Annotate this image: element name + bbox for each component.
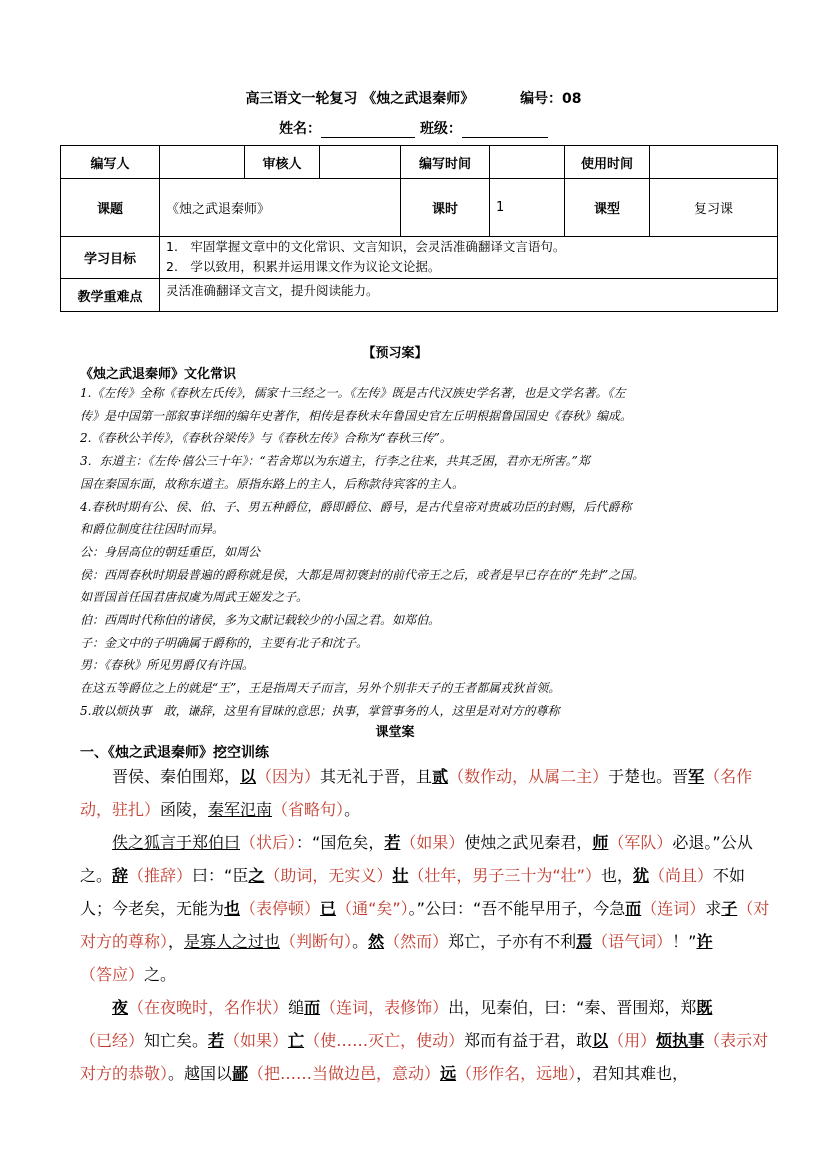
key-value: 灵活准确翻译文言文，提升阅读能力。 (160, 279, 778, 312)
passage-text: 曰：“臣 (192, 866, 249, 885)
write-time-label: 编写时间 (401, 146, 490, 179)
passage-paragraph-2 (80, 826, 770, 991)
annotation: （因为） (256, 767, 321, 786)
annotation: （状后） (240, 833, 297, 852)
keyword: 犹 (633, 866, 650, 885)
passage-text: 也， (600, 866, 633, 885)
keyword: 亡 (288, 1031, 305, 1050)
keyword: 夜 (112, 998, 129, 1017)
editor-label: 编写人 (61, 146, 160, 179)
passage-text: 知亡矣。 (144, 1031, 209, 1050)
annotation: （形作名，远地） (456, 1064, 577, 1083)
note-line: 如晋国首任国君唐叔虞为周武王姬发之子。 (80, 590, 309, 605)
topic-value: 《烛之武退秦师》 (160, 179, 401, 237)
section1-heading: 一、《烛之武退秦师》挖空训练 (80, 745, 269, 761)
passage (80, 760, 770, 1090)
keyword: 然 (368, 932, 385, 951)
period-value: 1 (490, 179, 565, 237)
passage-text (80, 998, 112, 1017)
annotation: （数作动，从属二主） (448, 767, 609, 786)
keyword: 师 (592, 833, 609, 852)
keyword: 焉 (576, 932, 593, 951)
passage-text: 之。 (144, 965, 177, 984)
passage-text: 郑亡，子亦有不利 (448, 932, 577, 951)
keyword: 若 (208, 1031, 225, 1050)
class-field[interactable] (462, 137, 548, 138)
keyword: 以 (592, 1031, 609, 1050)
editor-value (160, 146, 245, 179)
keyword: 辞 (112, 866, 129, 885)
keyword: 壮 (392, 866, 409, 885)
preview-subheading: 《烛之武退秦师》文化常识 (80, 367, 237, 382)
keyword: 鄙 (232, 1064, 249, 1083)
keyword: 秦军氾南 (208, 800, 273, 819)
keyword: 而 (304, 998, 321, 1017)
passage-text: ， (168, 932, 185, 951)
passage-text: 。 (352, 932, 369, 951)
name-field[interactable] (321, 137, 415, 138)
passage-text: ，君知其难也， (576, 1064, 689, 1083)
keyword: 而 (625, 899, 642, 918)
type-label: 课型 (565, 179, 650, 237)
passage-text: 使烛之武见秦君， (464, 833, 593, 852)
name-class-row (0, 118, 827, 138)
annotation: （名作动，驻扎） (80, 767, 753, 819)
annotation: （推辞） (128, 866, 193, 885)
passage-text: 函陵， (160, 800, 209, 819)
goals-label: 学习目标 (61, 237, 160, 279)
keyword: 贰 (432, 767, 449, 786)
passage-text: 其无礼于晋，且 (320, 767, 433, 786)
annotation: （尚且） (649, 866, 714, 885)
keyword: 是寡人之过也 (184, 932, 281, 951)
annotation: （使……灭亡，使动） (304, 1031, 465, 1050)
name-label: 姓名： (279, 121, 322, 137)
passage-text: 出，见秦伯，曰：“秦、晋围郑，郑 (448, 998, 697, 1017)
annotation: （把……当做边邑，意动） (248, 1064, 441, 1083)
annotation: （语气词） (592, 932, 673, 951)
type-value: 复习课 (650, 179, 778, 237)
passage-text: 。 (344, 800, 361, 819)
annotation: （然而） (384, 932, 449, 951)
goal-2: 2. 学以致用，积累并运用课文作为议论文论据。 (166, 259, 441, 274)
annotation: （如果） (400, 833, 465, 852)
note-line: 子：金文中的子明确属于爵称的，主要有北子和沈子。 (80, 635, 369, 650)
keyword: 远 (440, 1064, 457, 1083)
keyword: 既 (696, 998, 713, 1017)
annotation: （军队） (608, 833, 673, 852)
note-line: 和爵位制度往往因时而异。 (80, 522, 225, 537)
passage-paragraph-3 (80, 991, 770, 1090)
reviewer-value (320, 146, 401, 179)
passage-text: 缒 (288, 998, 305, 1017)
annotation: （壮年，男子三十为“壮”） (408, 866, 601, 885)
passage-text: ！” (672, 932, 697, 951)
write-time-value (490, 146, 565, 179)
topic-label: 课题 (61, 179, 160, 237)
key-label: 教学重难点 (61, 279, 160, 312)
annotation: （对对方的尊称） (80, 899, 770, 951)
annotation: （通“矣”） (336, 899, 409, 918)
note-line: 男：《春秋》所见男爵仅有许国。 (80, 658, 255, 673)
annotation: （助词，无实义） (264, 866, 393, 885)
passage-text: ：“国危矣， (296, 833, 385, 852)
annotation: （答应） (80, 965, 145, 984)
keyword: 子 (721, 899, 738, 918)
note-line: 1.《左传》全称《春秋左氏传》，儒家十三经之一。《左传》既是古代汉族史学名著，也是文学名著。《左 (80, 386, 626, 400)
note-line: 公：身居高位的朝廷重臣，如周公 (80, 544, 261, 559)
annotation: （表示对对方的恭敬） (80, 1031, 769, 1083)
note-line: 3．东道主：《左传·僖公三十年》：“若舍郑以为东道主，行李之往来，共其乏困，君亦无所害。”郑 (80, 454, 590, 469)
annotation: （判断句） (280, 932, 353, 951)
keyword: 也 (224, 899, 241, 918)
annotation: （连词，表修饰） (320, 998, 449, 1017)
passage-text: 于楚也。晋 (608, 767, 689, 786)
document-title (0, 88, 827, 108)
passage-text: 必退。”公从之。 (80, 833, 753, 885)
annotation: （连词） (641, 899, 706, 918)
passage-text: 。越国以 (168, 1064, 233, 1083)
passage-paragraph-1 (80, 760, 770, 826)
note-line: 传》是中国第一部叙事详细的编年史著作，相传是春秋末年鲁国史官左丘明根据鲁国国史《春秋》编成。 (80, 408, 633, 423)
goals-value (160, 237, 778, 279)
keyword: 若 (384, 833, 401, 852)
passage-text: 晋侯、秦伯围郑， (80, 767, 241, 786)
info-table (60, 145, 778, 312)
keyword: 已 (320, 899, 337, 918)
keyword: 佚之狐言于郑伯曰 (112, 833, 241, 852)
annotation: （用） (608, 1031, 657, 1050)
goal-1: 1. 牢固掌握文章中的文化常识、文言知识，会灵活准确翻译文言语句。 (166, 239, 566, 254)
note-line: 4.春秋时期有公、侯、伯、子、男五种爵位，爵即爵位、爵号，是古代皇帝对贵戚功臣的封赐，后代爵称 (80, 499, 632, 514)
classroom-heading: 课堂案 (375, 725, 415, 740)
note-line: 2.《春秋公羊传》，《春秋谷梁传》与《春秋左传》合称为“春秋三传”。 (80, 431, 452, 446)
culture-notes (80, 382, 780, 723)
passage-text: 不如人；今老矣，无能为 (80, 866, 746, 918)
passage-text: 郑而有益于君，敢 (464, 1031, 593, 1050)
note-line: 侯：西周春秋时期最普遍的爵称就是侯，大都是周初褒封的前代帝王之后，或者是早已存在的“先封”之国。 (80, 567, 645, 582)
keyword: 之 (248, 866, 265, 885)
use-time-value (650, 146, 778, 179)
use-time-label: 使用时间 (565, 146, 650, 179)
title-text: 高三语文一轮复习 《烛之武退秦师》 (245, 91, 475, 107)
keyword: 以 (240, 767, 257, 786)
class-label: 班级： (419, 121, 462, 137)
passage-text: 。”公曰：“吾不能早用子，今急 (408, 899, 626, 918)
annotation: （如果） (224, 1031, 289, 1050)
note-line: 伯：西周时代称伯的诸侯，多为文献记载较少的小国之君。如郑伯。 (80, 613, 441, 628)
preview-heading: 【预习案】 (362, 346, 428, 361)
annotation: （表停顿） (240, 899, 321, 918)
passage-text (80, 833, 112, 852)
annotation: （省略句） (272, 800, 345, 819)
keyword: 军 (688, 767, 705, 786)
document-number: 编号：08 (520, 91, 582, 107)
keyword: 许 (696, 932, 713, 951)
note-line: 5.敢以烦执事 敢，谦辞，这里有冒昧的意思；执事，掌管事务的人，这里是对对方的尊称 (80, 703, 560, 718)
passage-text: 求 (705, 899, 722, 918)
note-line: 国在秦国东面，故称东道主。原指东路上的主人，后称款待宾客的主人。 (80, 476, 465, 491)
note-line: 在这五等爵位之上的就是“王”，王是指周天子而言，另外个别非天子的王者都属戎狄首领。 (80, 681, 561, 696)
annotation: （在夜晚时，名作状） (128, 998, 289, 1017)
annotation: （已经） (80, 1031, 145, 1050)
reviewer-label: 审核人 (245, 146, 320, 179)
period-label: 课时 (401, 179, 490, 237)
keyword: 烦执事 (656, 1031, 705, 1050)
